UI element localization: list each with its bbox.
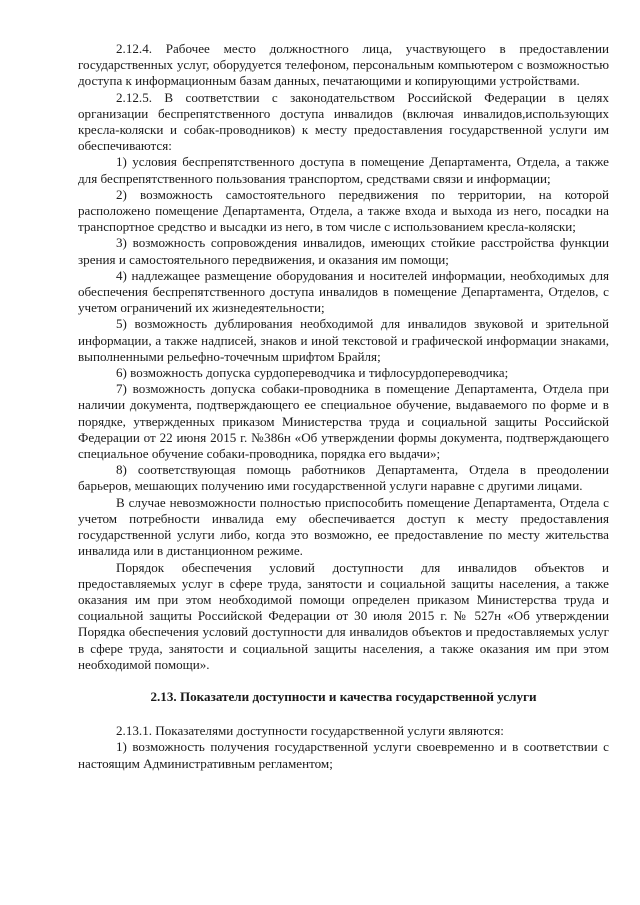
paragraph-2-12-4: 2.12.4. Рабочее место должностного лица, участвующего в предоставлении государственных услуг, оборудуется телефоном, персональным компьютером с возможностью доступа к информационным базам данных, печатающими и копирующими устройствами. — [78, 41, 609, 89]
list-item-4: 4) надлежащее размещение оборудования и носителей информации, необходимых для обеспечения беспрепятственного доступа инвалидов в помещение Департамента, Отделов, с учетом ограничений их жизнедеятельности; — [78, 267, 609, 316]
paragraph-impossibility-case: В случае невозможности полностью приспособить помещение Департамента, Отдела с учетом потребности инвалида ему обеспечивается доступ к месту предоставления государственной услуги либо, когда это возможно, ее предоставление по месту жительства инвалида или в дистанционном режиме. — [78, 494, 609, 559]
paragraph-accessibility-order: Порядок обеспечения условий доступности для инвалидов объектов и предоставляемых услуг в сфере труда, занятости и социальной защиты населения, а также оказания им при этом необходимой помощи определен приказом Министерства труда и социальной защиты Российской Федерации от 30 июля 2015 г. № 527н «Об утверждении Порядка обеспечения условий доступности для инвалидов объектов и предоставляемых услуг в сфере труда, занятости и социальной защиты населения, а также оказания им при этом необходимой помощи». — [78, 559, 609, 672]
list-item-7: 7) возможность допуска собаки-проводника в помещение Департамента, Отдела при наличии документа, подтверждающего ее специальное обучение, выдаваемого по форме и в порядке, утвержденных приказом Министерства труда и социальной защиты Российской Федерации от 22 июня 2015 г. №386н «Об утверждении формы документа, подтверждающего специальное обучение собаки-проводника, порядка его выдачи»; — [78, 381, 609, 462]
list-item-1-timeliness: 1) возможность получения государственной услуги своевременно и в соответствии с настоящим Административным регламентом; — [78, 739, 609, 771]
list-item-6: 6) возможность допуска сурдопереводчика и тифлосурдопереводчика; — [116, 365, 509, 381]
list-item-3: 3) возможность сопровождения инвалидов, имеющих стойкие расстройства функции зрения и самостоятельного передвижения, и оказания им помощи; — [78, 235, 609, 267]
list-item-8: 8) соответствующая помощь работников Департамента, Отдела в преодолении барьеров, мешающих получению ими государственной услуги наравне с другими лицами. — [78, 462, 609, 494]
list-item-5: 5) возможность дублирования необходимой для инвалидов звуковой и зрительной информации, а также надписей, знаков и иной текстовой и графической информации знаками, выполненными рельефно-точечным шрифтом Брайля; — [78, 316, 609, 364]
list-item-2: 2) возможность самостоятельного передвижения по территории, на которой расположено помещение Департамента, Отдела, а также входа и выхода из него, посадки на транспортное средство и высадки из него, в том числе с использованием кресла-коляски; — [78, 186, 609, 235]
paragraph-2-13-1: 2.13.1. Показателями доступности государственной услуги являются: — [116, 723, 504, 739]
paragraph-2-12-5: 2.12.5. В соответствии с законодательством Российской Федерации в целях организации беспрепятственного доступа инвалидов (включая инвалидов,использующих кресла-коляски и собак-проводников) к месту предоставления государственной услуги им обеспечиваются: — [78, 89, 609, 154]
list-item-1: 1) условия беспрепятственного доступа в помещение Департамента, Отдела, а также для беспрепятственного пользования транспортом, средствами связи и информации; — [78, 154, 609, 186]
section-heading-2-13: 2.13. Показатели доступности и качества государственной услуги — [150, 688, 537, 704]
